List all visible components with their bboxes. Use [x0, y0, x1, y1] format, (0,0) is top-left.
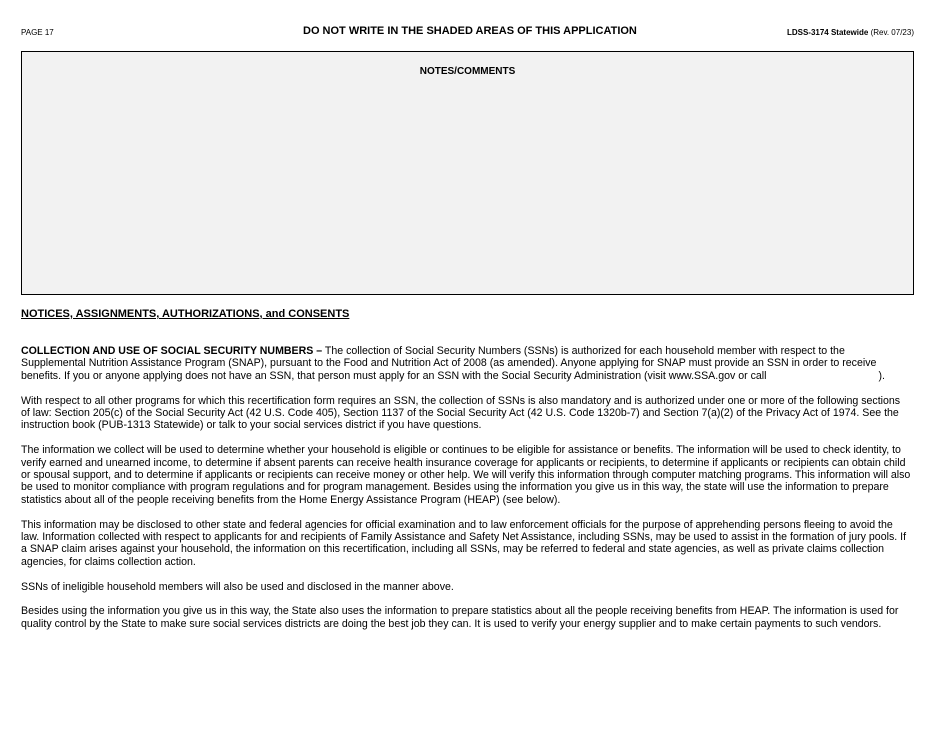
page-number: PAGE 17 — [21, 28, 54, 37]
notes-comments-title: NOTES/COMMENTS — [419, 66, 516, 77]
ssn-text: The collection of Social Security Numbers (SSNs) is authorized for each household member with respect to the Supplemental Nutrition Assistance Program (SNAP), pursuant to the Food and Nutrition Act of 2008 (as amended). Anyone applying for SNAP must provide an SSN in order to receive benefits. If you or anyone applying does not have an SSN, that person must apply for an SSN with the Social Security Administration (visit www.SSA.gov or call — [21, 345, 877, 382]
notices-body — [21, 345, 911, 643]
notes-comments-box — [21, 51, 914, 295]
ssn-lead: COLLECTION AND USE OF SOCIAL SECURITY NUMBERS – — [21, 345, 323, 357]
ssn-paragraph — [21, 345, 911, 382]
ssn-text-end: ). — [878, 369, 885, 382]
heap-statistics-paragraph: Besides using the information you give us in this way, the State also uses the information to prepare statistics about all the people receiving benefits from HEAP. The information is used for quality control by the State to make sure social services districts are doing the best job they can. It is used to verify your energy supplier and to make certain payments to such vendors. — [21, 605, 899, 630]
ineligible-members-paragraph: SSNs of ineligible household members will also be used and disclosed in the manner above. — [21, 580, 454, 593]
disclosure-paragraph: This information may be disclosed to other state and federal agencies for official examination and to law enforcement officials for the purpose of apprehending persons fleeing to avoid the law. Information collected with respect to applicants for and recipients of Family Assistance and Safety Net Assistance, including SSNs, may be used to assist in the formation of jury pools. If a SNAP claim arises against your household, the information on this recertification, including all SSNs, may be referred to federal and state agencies, as well as private claims collection agencies, for claims collection action. — [21, 518, 907, 568]
form-code-id: LDSS-3174 Statewide — [786, 28, 869, 37]
ssn-authority-paragraph: With respect to all other programs for which this recertification form requires an SSN, the collection of SSNs is also mandatory and is authorized under one or more of the following sections of law: Section 205(c) of the Social Security Act (42 U.S. Code 405), Section 1137 of the Social Security Act (42 U.S. Code 1320b-7) and Section 7(a)(2) of the Privacy Act of 1974. See the instruction book (PUB-1313 Statewide) or talk to your social services district if you have questions. — [21, 394, 901, 432]
notes-comments-field[interactable] — [26, 82, 911, 290]
notices-heading: NOTICES, ASSIGNMENTS, AUTHORIZATIONS, and CONSENTS — [21, 308, 350, 320]
form-revision: (Rev. 07/23) — [870, 28, 914, 37]
form-code — [787, 28, 914, 37]
page-header-title: DO NOT WRITE IN THE SHADED AREAS OF THIS APPLICATION — [303, 25, 637, 37]
information-use-paragraph: The information we collect will be used to determine whether your household is eligible or continues to be eligible for assistance or benefits. The information will be used to check identity, to verify earned and unearned income, to determine if absent parents can receive health insurance coverage for applicants or recipients, to determine if applicants or recipients can obtain child or spousal support, and to determine if applicants or recipients can receive money or other help. We will verify this information through computer matching programs. This information will also be used to monitor compliance with program regulations and for program management. Besides using the information you give us in this way, the state will use the information to prepare statistics about all of the people receiving benefits from the Home Energy Assistance Program (HEAP) (see below). — [21, 444, 911, 506]
